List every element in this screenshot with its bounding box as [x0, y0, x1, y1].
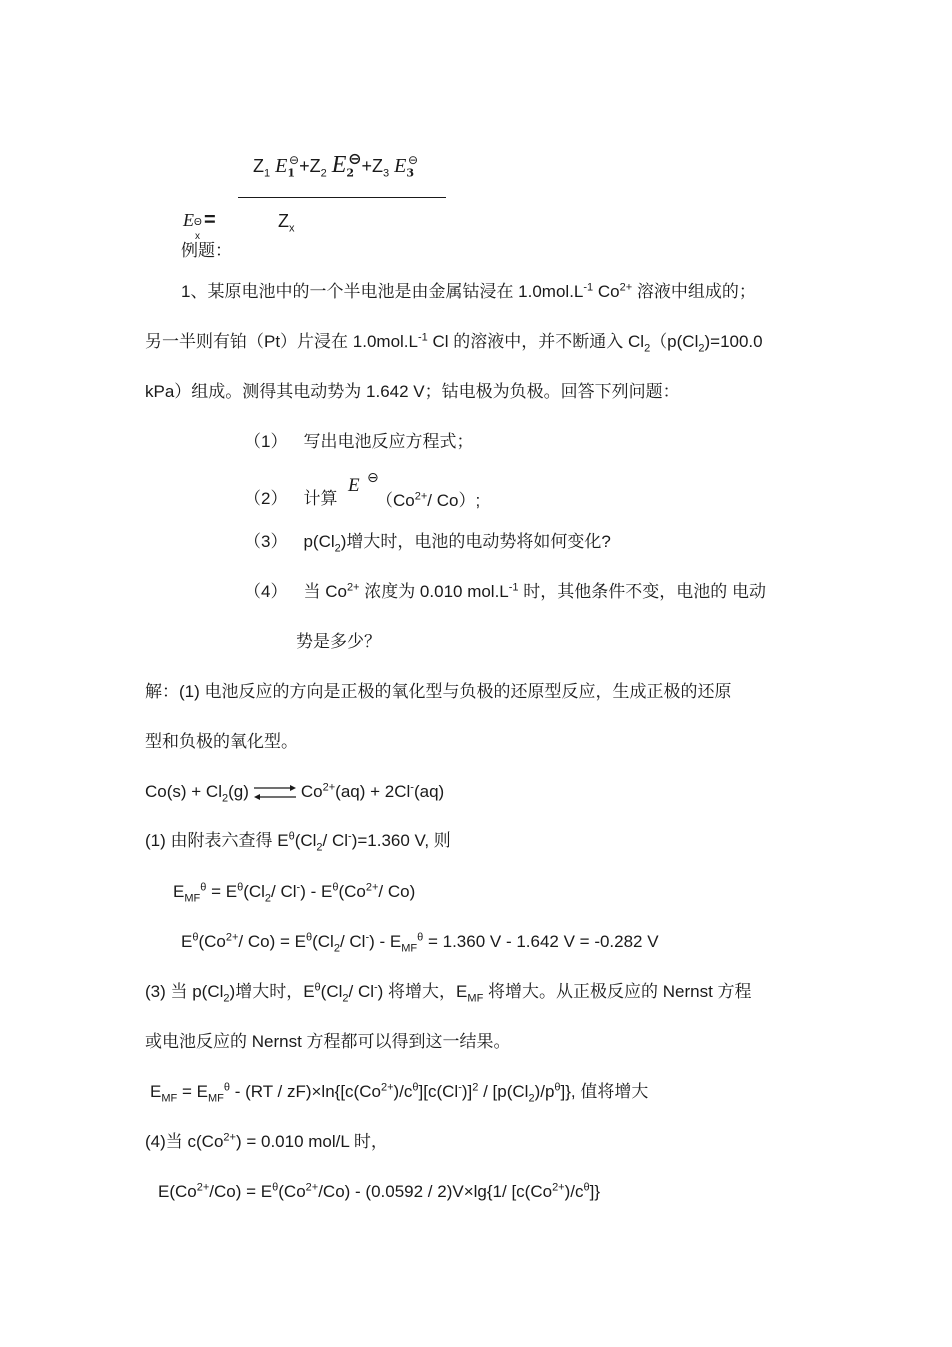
formula-numerator	[253, 151, 419, 180]
s3b: )增大时，E	[229, 982, 315, 1001]
q2-text: 计算	[303, 489, 338, 508]
q3-num: （3）	[244, 532, 288, 551]
c-sup: θ	[192, 931, 199, 944]
e1: E	[275, 155, 288, 177]
question-1	[244, 433, 473, 450]
f-d: /Co) - (0.0592 / 2)V×lg{1/ [c(Co	[318, 1182, 553, 1201]
s3-sup2: -	[374, 981, 378, 994]
q2-theta: ⊖	[367, 469, 379, 485]
f-sup: 2+	[196, 1181, 210, 1194]
s1-sup2: -	[348, 830, 352, 843]
s1d: )=1.360 V, 则	[351, 831, 451, 850]
question-4-cont: 势是多少？	[296, 632, 381, 651]
nernst-equation	[150, 1081, 649, 1105]
ed-sup5: 2+	[365, 881, 379, 894]
f-b: /Co) = E	[209, 1182, 273, 1201]
e3-sub: 3	[406, 166, 414, 180]
q2-num: （2）	[244, 489, 288, 508]
question-3	[244, 532, 611, 555]
p2-sub2: 2	[698, 342, 705, 355]
solution-intro-1: 解：(1) 电池反应的方向是正极的氧化型与负极的还原型反应，生成正极的还原	[145, 682, 732, 701]
n-sub2: MF	[207, 1092, 224, 1105]
n-e: ][c(Cl	[418, 1082, 459, 1101]
rxn-left-sub: 2	[221, 792, 229, 805]
formula-denominator	[278, 211, 295, 235]
solution-step-3-cont: 或电池反应的 Nernst 方程都可以得到这一结果。	[145, 1032, 511, 1051]
c-sup2: 2+	[225, 931, 239, 944]
n-a: E	[150, 1082, 162, 1101]
n-sub3: 2	[528, 1092, 535, 1105]
plus-z3: +Z	[361, 156, 383, 176]
p2-sup: -1	[418, 331, 428, 344]
n-g: / [p(Cl	[478, 1082, 529, 1101]
theta-2: ⊖	[348, 151, 362, 168]
n-b: = E	[177, 1082, 208, 1101]
rxn-left-a: Co(s) + Cl	[145, 782, 222, 801]
solution-step-3	[145, 981, 752, 1005]
ed-c: (Cl	[243, 882, 265, 901]
q4-sup2: -1	[508, 581, 519, 594]
ed-d: / Cl	[271, 882, 297, 901]
s3f: 将增大。从正极反应的 Nernst 方程	[483, 982, 752, 1001]
n-sup: θ	[223, 1081, 230, 1094]
n-sup4: -	[458, 1081, 462, 1094]
z1: Z	[253, 156, 264, 176]
problem-line-3: kPa）组成。测得其电动势为 1.642 V；钴电极为负极。回答下列问题：	[145, 382, 680, 401]
c-sup3: θ	[305, 931, 313, 944]
s3a: (3) 当 p(Cl	[145, 982, 224, 1001]
zx: Z	[278, 211, 289, 231]
s1c: / Cl	[322, 831, 349, 850]
rxn-right-a: Co	[300, 782, 323, 801]
ed-sup3: -	[296, 881, 301, 894]
theta-3: ⊖	[408, 153, 419, 167]
c-d: (Cl	[312, 932, 334, 951]
q1-text: 写出电池反应方程式；	[303, 432, 474, 451]
f-a: E(Co	[158, 1182, 197, 1201]
q4-a: 当 Co	[303, 582, 347, 601]
ed-a: E	[173, 882, 185, 901]
q2-tail-b: / Co）;	[427, 491, 481, 510]
lhs-e: E	[183, 210, 194, 230]
e3: E	[394, 155, 407, 177]
ed-sub: MF	[184, 892, 201, 905]
lhs-theta: Θ	[194, 217, 202, 228]
f-sup3: 2+	[305, 1181, 319, 1194]
c-b: (Co	[198, 932, 226, 951]
c-e: / Cl	[339, 932, 366, 951]
f-sup4: 2+	[552, 1181, 565, 1194]
q2-tail	[376, 492, 480, 509]
s1-sub: 2	[316, 841, 323, 854]
rxn-right-b: (aq) + 2Cl	[335, 782, 411, 801]
f-f: ]}	[589, 1182, 601, 1201]
question-2	[244, 490, 337, 507]
problem-line-1	[181, 283, 756, 300]
f-e: )/c	[564, 1182, 584, 1201]
c-f: ) - E	[369, 932, 402, 951]
z2-sub: 2	[320, 167, 327, 180]
n-h: )/p	[534, 1082, 555, 1101]
s3d: / Cl	[348, 982, 374, 1001]
rxn-right-sup2: -	[410, 781, 414, 794]
p1-sup: -1	[583, 281, 594, 294]
q2-e: E	[348, 475, 360, 496]
e1-sub: 1	[287, 166, 296, 180]
n-sup6: θ	[554, 1081, 561, 1094]
lhs-equals: =	[204, 209, 216, 231]
p2b: Cl 的溶液中，并不断通入 Cl	[427, 332, 645, 351]
ed-sup2: θ	[237, 881, 244, 894]
fraction-bar	[238, 197, 446, 198]
q3-b: )增大时，电池的电动势将如何变化?	[340, 532, 611, 551]
s4a: (4)当 c(Co	[145, 1132, 224, 1151]
rxn-left-b: (g)	[228, 782, 249, 801]
s1a: (1) 由附表六查得 E	[145, 831, 289, 850]
s3-sub: 2	[223, 992, 230, 1005]
ed-f: (Co	[338, 882, 366, 901]
q1-num: （1）	[244, 432, 288, 451]
p1c: 溶液中组成的；	[632, 282, 756, 301]
q2-e-symbol	[348, 476, 360, 495]
s3-sub2: 2	[342, 992, 349, 1005]
c-sup5: θ	[417, 931, 424, 944]
ed-b: = E	[206, 882, 238, 901]
theta-1: ⊖	[289, 153, 300, 167]
p1-sup2: 2+	[619, 281, 633, 294]
f-sup2: θ	[272, 1181, 279, 1194]
question-4	[244, 583, 766, 600]
s4b: ) = 0.010 mol/L 时，	[235, 1132, 388, 1151]
e2: E	[331, 152, 347, 178]
s3e: ) 将增大，E	[377, 982, 468, 1001]
lhs-sub: x	[195, 231, 200, 242]
s1b: (Cl	[294, 831, 317, 850]
s1-sup: θ	[288, 830, 295, 843]
zx-sub: x	[289, 222, 295, 235]
n-sup5: 2	[472, 1081, 479, 1094]
p2d: )=100.0	[704, 332, 763, 351]
c-sub: 2	[333, 942, 340, 955]
p2c: （p(Cl	[650, 332, 699, 351]
q3-sub: 2	[334, 542, 341, 555]
c-a: E	[181, 932, 193, 951]
z3-sub: 3	[382, 167, 390, 180]
s4-sup: 2+	[223, 1131, 236, 1144]
n-i: ]}, 值将增大	[560, 1082, 649, 1101]
s3-sub3: MF	[467, 992, 484, 1005]
n-sup3: θ	[412, 1081, 419, 1094]
equilibrium-arrows-icon	[252, 783, 298, 803]
n-sub: MF	[161, 1092, 178, 1105]
ed-sub2: 2	[264, 892, 272, 905]
example-heading: 例题：	[181, 241, 232, 260]
n-sup2: 2+	[380, 1081, 394, 1094]
f-c: (Co	[278, 1182, 306, 1201]
solution-step-1	[145, 830, 451, 854]
p2-sub: 2	[644, 342, 651, 355]
q4-num: （4）	[244, 582, 288, 601]
q2-tail-sup: 2+	[414, 490, 428, 503]
plus-z2: +Z	[299, 156, 321, 176]
ed-g: / Co)	[378, 882, 416, 901]
p1b: Co	[593, 282, 620, 301]
emf-calculation	[181, 931, 659, 955]
q4-b: 浓度为 0.010 mol.L	[359, 582, 509, 601]
s3c: (Cl	[320, 982, 343, 1001]
q4-c: 时，其他条件不变，电池的 电动	[518, 582, 766, 601]
ed-sup: θ	[200, 881, 207, 894]
q2-tail-a: （Co	[376, 491, 415, 510]
s3-sup: θ	[314, 981, 321, 994]
z1-sub: 1	[264, 167, 271, 180]
p1a: 1、某原电池中的一个半电池是由金属钴浸在 1.0mol.L	[181, 282, 584, 301]
q4-sup: 2+	[346, 581, 360, 594]
rxn-right-sup: 2+	[322, 781, 336, 794]
n-f: )]	[461, 1082, 473, 1101]
c-g: = 1.360 V - 1.642 V = -0.282 V	[423, 932, 659, 951]
solution-intro-2: 型和负极的氧化型。	[145, 732, 298, 751]
n-d: )/c	[393, 1082, 413, 1101]
e2-sub: 2	[346, 166, 355, 180]
ed-e: ) - E	[300, 882, 333, 901]
reaction-equation	[145, 783, 444, 803]
c-sup4: -	[365, 931, 370, 944]
formula-lhs	[183, 209, 216, 242]
n-c: - (RT / zF)×ln{[c(Co	[229, 1082, 381, 1101]
final-equation	[158, 1183, 600, 1200]
c-c: / Co) = E	[238, 932, 306, 951]
c-sub2: MF	[401, 942, 418, 955]
problem-line-2	[145, 331, 763, 355]
emf-definition	[173, 881, 416, 905]
ed-sup4: θ	[332, 881, 339, 894]
rxn-right-c: (aq)	[413, 782, 445, 801]
q3-a: p(Cl	[303, 532, 335, 551]
solution-step-4	[145, 1133, 388, 1150]
p2a: 另一半则有铂（Pt）片浸在 1.0mol.L	[145, 332, 418, 351]
f-sup5: θ	[583, 1181, 590, 1194]
